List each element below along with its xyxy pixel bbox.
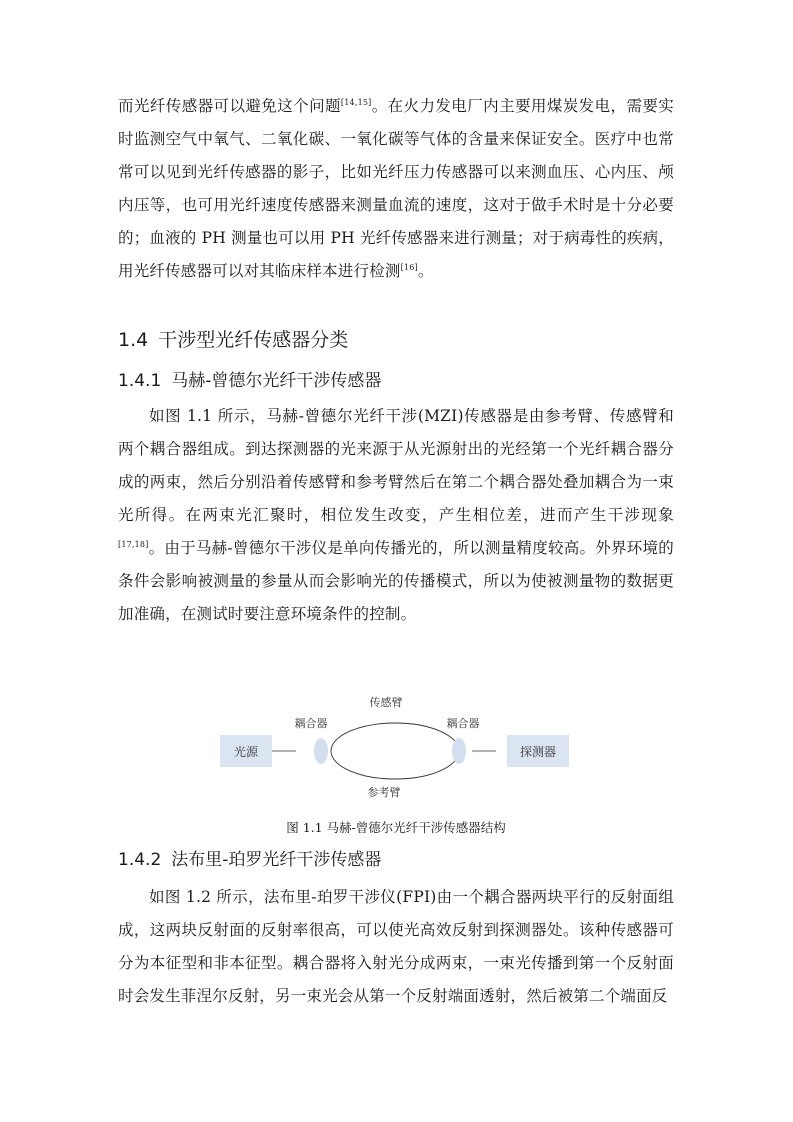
coupler-left-label: 耦合器 [294,717,328,730]
paragraph-text: 如图 1.1 所示，马赫-曾德尔光纤干涉(MZI)传感器是由参考臂、传感臂和两个耦合器组成。到达探测器的光来源于从光源射出的光经第一个光纤耦合器分成的两束，然后分别沿着传感臂和参考臂然后在第二个耦合器处叠加耦合为一束光所得。在两束光汇聚时，相位发生改变，产生相位差，进而产生干涉现象 [118,407,674,524]
detector-label: 探测器 [519,745,557,759]
reference-arm-label: 参考臂 [367,786,401,799]
light-source-label: 光源 [233,745,259,759]
subsection-title: 法布里-珀罗光纤干涉传感器 [171,850,382,870]
section-heading [118,326,674,354]
page-content [118,90,674,1013]
sensing-arm-label: 传感臂 [369,696,403,709]
subsection-title: 马赫-曾德尔光纤干涉传感器 [171,371,382,391]
paragraph-text: 。在火力发电厂内主要用煤炭发电，需要实时监测空气中氧气、二氧化碳、一氧化碳等气体的含量来保证安全。医疗中也常常可以见到光纤传感器的影子，比如光纤压力传感器可以来测血压、心内压、颅内压等，也可用光纤速度传感器来测量血流的速度，这对于做手术时是十分必要的；血液的 PH 测量也可以用 PH 光纤传感器来进行测量；对于病毒性的疾病，用光纤传感器可以对其临床样本进行检测 [118,97,674,280]
paragraph-text: 。由于马赫-曾德尔干涉仪是单向传播光的，所以测量精度较高。外界环境的条件会影响被测量的参量从而会影响光的传播模式，所以为使被测量物的数据更加准确，在测试时要注意环境条件的控制。 [118,539,674,623]
paragraph-applications [118,90,674,288]
subsection-heading-mzi [118,368,674,394]
section-title: 干涉型光纤传感器分类 [158,329,349,351]
citation[interactable]: [16] [400,263,418,272]
subsection-number: 1.4.1 [118,371,162,391]
coupler-right-label: 耦合器 [446,717,480,730]
citation[interactable]: [14,15] [340,98,372,107]
paragraph-text: 。 [417,262,434,280]
mzi-diagram [118,695,674,815]
interferometer-arms [331,723,459,779]
section-number: 1.4 [118,329,149,351]
subsection-heading-fpi [118,847,674,873]
coupler-right [452,738,466,764]
coupler-left [314,738,328,764]
citation[interactable]: [17,18] [118,540,149,549]
figure-mzi-structure [118,695,674,815]
subsection-number: 1.4.2 [118,850,162,870]
paragraph-mzi [118,400,674,631]
paragraph-text: 如图 1.2 所示，法布里-珀罗干涉仪(FPI)由一个耦合器两块平行的反射面组成，这两块反射面的反射率很高，可以使光高效反射到探测器处。该种传感器可分为本征型和非本征型。耦合器将入射光分成两束，一束光传播到第一个反射面时会发生菲涅尔反射，另一束光会从第一个反射端面透射，然后被第二个端面反 [118,888,674,1005]
figure-caption: 图 1.1 马赫-曾德尔光纤干涉传感器结构 [286,820,506,835]
paragraph-text: 而光纤传感器可以避免这个问题 [118,97,341,115]
paragraph-fpi [118,881,674,1013]
